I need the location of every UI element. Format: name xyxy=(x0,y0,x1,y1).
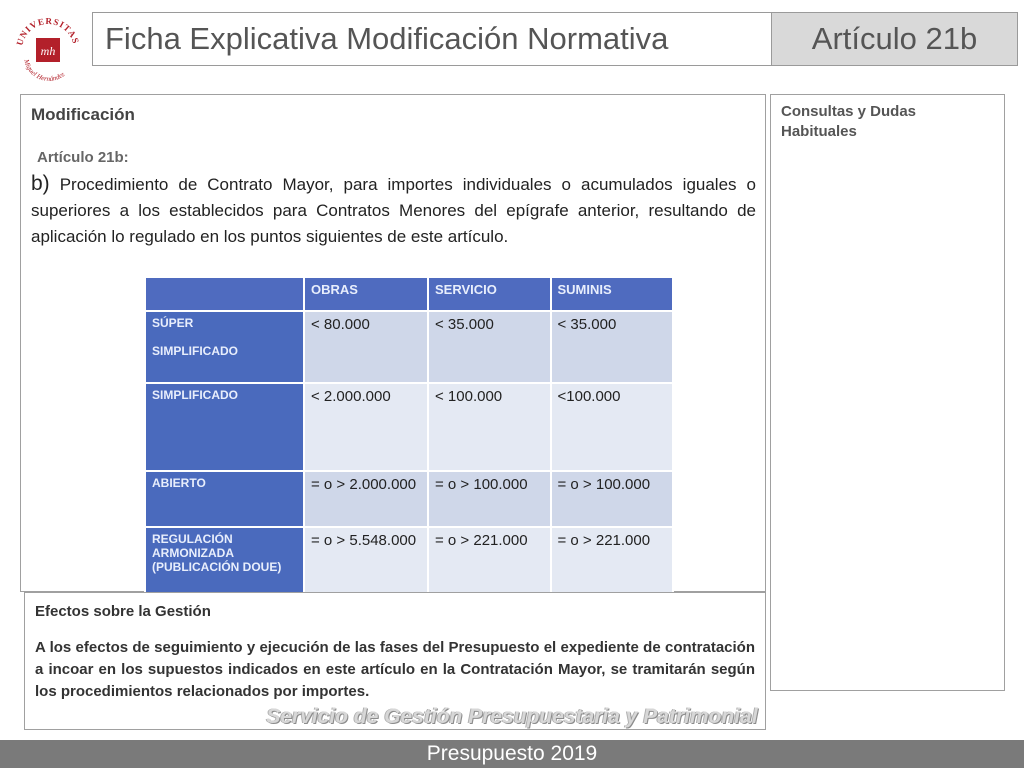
thresholds-table xyxy=(144,276,674,604)
modification-body: Procedimiento de Contrato Mayor, para importes individuales o acumulados iguales o superiores a los establecidos para Contratos Menores del epígrafe anterior, resultando de aplicación lo regulado en los puntos siguientes de este artículo. xyxy=(31,175,756,246)
table-cell: < 35.000 xyxy=(428,311,551,383)
modification-heading: Modificación xyxy=(31,105,135,124)
table-cell: = o > 2.000.000 xyxy=(304,471,428,527)
table-cell: = o > 221.000 xyxy=(428,527,551,603)
row-label: SIMPLIFICADO xyxy=(145,383,304,471)
footer-bar xyxy=(0,740,1024,768)
table-header-cell: OBRAS xyxy=(304,277,428,311)
modification-text xyxy=(31,171,756,250)
article-label: Artículo 21b: xyxy=(37,149,129,166)
table-header-row xyxy=(145,277,673,311)
table-cell: < 2.000.000 xyxy=(304,383,428,471)
faq-heading: Consultas y Dudas Habituales xyxy=(781,103,917,140)
faq-panel xyxy=(770,94,1005,691)
page-title: Ficha Explicativa Modificación Normativa xyxy=(92,12,772,66)
table-cell: < 35.000 xyxy=(551,311,674,383)
university-logo xyxy=(12,12,84,84)
svg-text:mh: mh xyxy=(40,44,56,58)
table-cell: = o > 5.548.000 xyxy=(304,527,428,603)
row-label: REGULACIÓN ARMONIZADA (PUBLICACIÓN DOUE) xyxy=(145,527,304,603)
svg-text:UNIVERSITAS: UNIVERSITAS xyxy=(14,15,82,47)
table-header-cell xyxy=(145,277,304,311)
table-row xyxy=(145,311,673,383)
table-cell: = o > 100.000 xyxy=(428,471,551,527)
service-name: Servicio de Gestión Presupuestaria y Patrimonial xyxy=(266,705,758,728)
row-label: ABIERTO xyxy=(145,471,304,527)
effects-text: A los efectos de seguimiento y ejecución de las fases del Presupuesto el expediente de contratación a incoar en los supuestos indicados en este artículo en la Contratación Mayor, se tramitarán según los procedimientos relacionados por importes. xyxy=(35,639,755,700)
letter-label: b) xyxy=(31,172,50,195)
table-cell: = o > 100.000 xyxy=(551,471,674,527)
table-row xyxy=(145,383,673,471)
effects-heading: Efectos sobre la Gestión xyxy=(35,603,211,620)
svg-text:Miguel Hernández: Miguel Hernández xyxy=(22,58,67,84)
row-label-line: SIMPLIFICADO xyxy=(152,344,238,358)
table-cell: < 100.000 xyxy=(428,383,551,471)
table-row xyxy=(145,471,673,527)
table-cell: < 80.000 xyxy=(304,311,428,383)
table-header-cell: SUMINIS xyxy=(551,277,674,311)
article-title: Artículo 21b xyxy=(771,12,1018,66)
table-cell: = o > 221.000 xyxy=(551,527,674,603)
footer-text: Presupuesto 2019 xyxy=(426,742,598,765)
row-label xyxy=(145,311,304,383)
table-header-cell: SERVICIO xyxy=(428,277,551,311)
row-label-line: SÚPER xyxy=(152,316,194,330)
table-cell: <100.000 xyxy=(551,383,674,471)
